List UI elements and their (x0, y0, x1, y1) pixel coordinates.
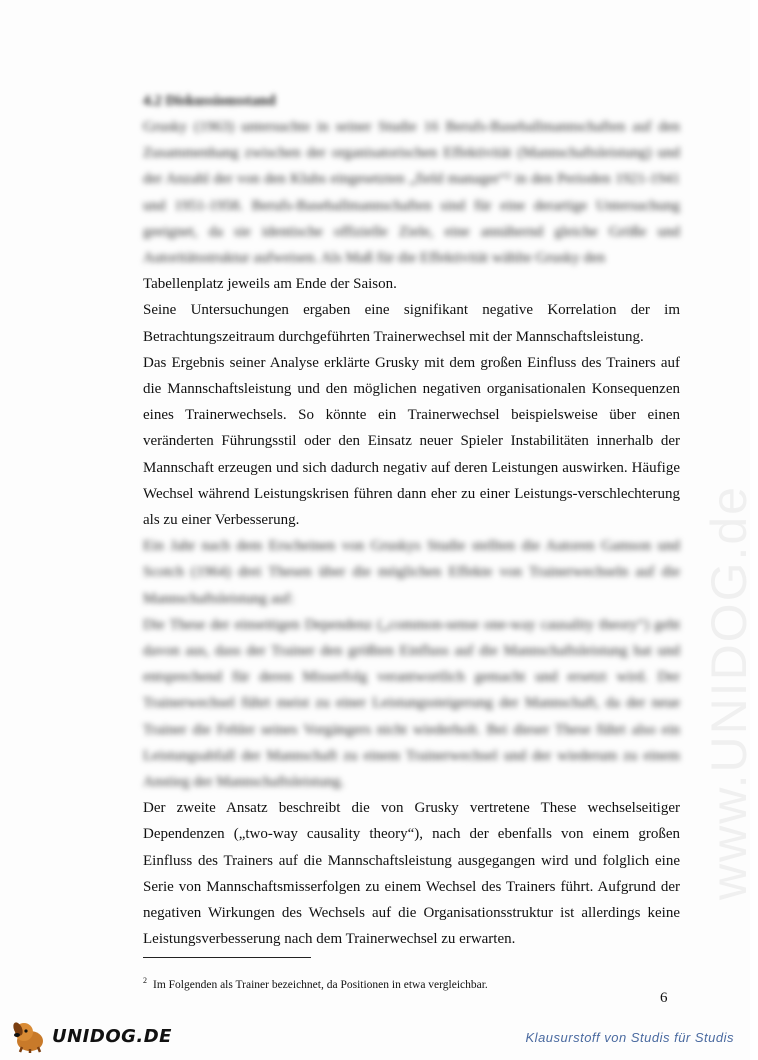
logo-text: UNIDOG.DE (52, 1025, 172, 1047)
paragraph-4: Das Ergebnis seiner Analyse erklärte Grusky mit dem großen Einfluss des Trainers auf die Mannschaftsleistung und den möglichen negativen organisationalen Konsequenzen eines Trainerwechsels. So könnte ein Trainerwechsel beispielsweise über einen veränderten Führungsstil oder den Einsatz neuer Spieler Instabilitäten innerhalb der Mannschaft erzeugen und sich dadurch negativ auf deren Leistungen auswirken. Häufige Wechsel während Leistungskrisen führen dann eher zu einer Leistungs-verschlechterung als zu einer Verbesserung. (143, 354, 680, 529)
paragraph-6: Die These der einseitigen Dependenz („common-sense one-way causality theory“) geht davon aus, dass der Trainer den größten Einfluss auf die Mannschaftsleistung hat und entsprechend für deren Misserfolg verantwortlich gemacht und ersetzt wird. Der Trainerwechsel führt meist zu einer Leistungssteigerung der Mannschaft, da der neue Trainer die Fehler seines Vorgängers nicht wiederholt. Bei dieser These führt also ein Leistungsabfall der Mannschaft zu einem Trainerwechsel und der wiederum zu einem Anstieg der Mannschaftsleistung. (143, 616, 680, 791)
paragraph-2: Tabellenplatz jeweils am Ende der Saison. (143, 276, 397, 293)
dog-mascot-icon (10, 1019, 50, 1053)
footnote-divider (143, 957, 311, 958)
section-heading: 4.2 Diskussionsstand (143, 93, 276, 109)
paragraph-1: Grusky (1963) untersuchte in seiner Studie 16 Berufs-Baseballmannschaften auf den Zusammenhang zwischen der organisatorischen Effektivität (Mannschaftsleistung) und der Anzahl der von den Klubs eingesetzten „field manager“² in den Perioden 1921-1941 und 1951-1958. Berufs-Baseballmannschaften sind für eine derartige Untersuchung geeignet, da sie identische offizielle Ziele, eine annähernd gleiche Größe und Autoritätsstruktur aufweisen. Als Maß für die Effektivität wählte Grusky den (143, 119, 680, 267)
page-content (143, 88, 680, 953)
tagline: Klausurstoff von Studis für Studis (525, 1030, 734, 1045)
footnote (143, 973, 680, 993)
paragraph-5: Ein Jahr nach dem Erscheinen von Gruskys Studie stellten die Autoren Gamson und Scotch (1964) drei Thesen über die möglichen Effekte von Trainerwechseln auf die Mannschaftsleistung auf: (143, 538, 680, 607)
page-number: 6 (660, 990, 668, 1006)
paragraph-3: Seine Untersuchungen ergaben eine signifikant negative Korrelation der im Betrachtungszeitraum durchgeführten Trainerwechsel mit der Mannschaftsleistung. (143, 302, 680, 345)
footnote-number: 2 (143, 976, 147, 985)
unidog-logo (10, 1018, 172, 1054)
paragraph-7: Der zweite Ansatz beschreibt die von Grusky vertretene These wechselseitiger Dependenzen („two-way causality theory“), nach der ebenfalls von einem großen Einfluss des Trainers auf die Mannschaftsleistung ausgegangen wird und folglich eine Serie von Mannschaftsmisserfolgen zu einem Wechsel des Trainers führt. Aufgrund der negativen Wirkungen des Wechsels auf die Organisationsstruktur ist allerdings keine Leistungsverbesserung nach dem Trainerwechsel zu erwarten. (143, 800, 680, 948)
watermark: www.UNIDOG.de (701, 485, 757, 900)
footnote-text: Im Folgenden als Trainer bezeichnet, da Positionen in etwa vergleichbar. (153, 978, 488, 991)
